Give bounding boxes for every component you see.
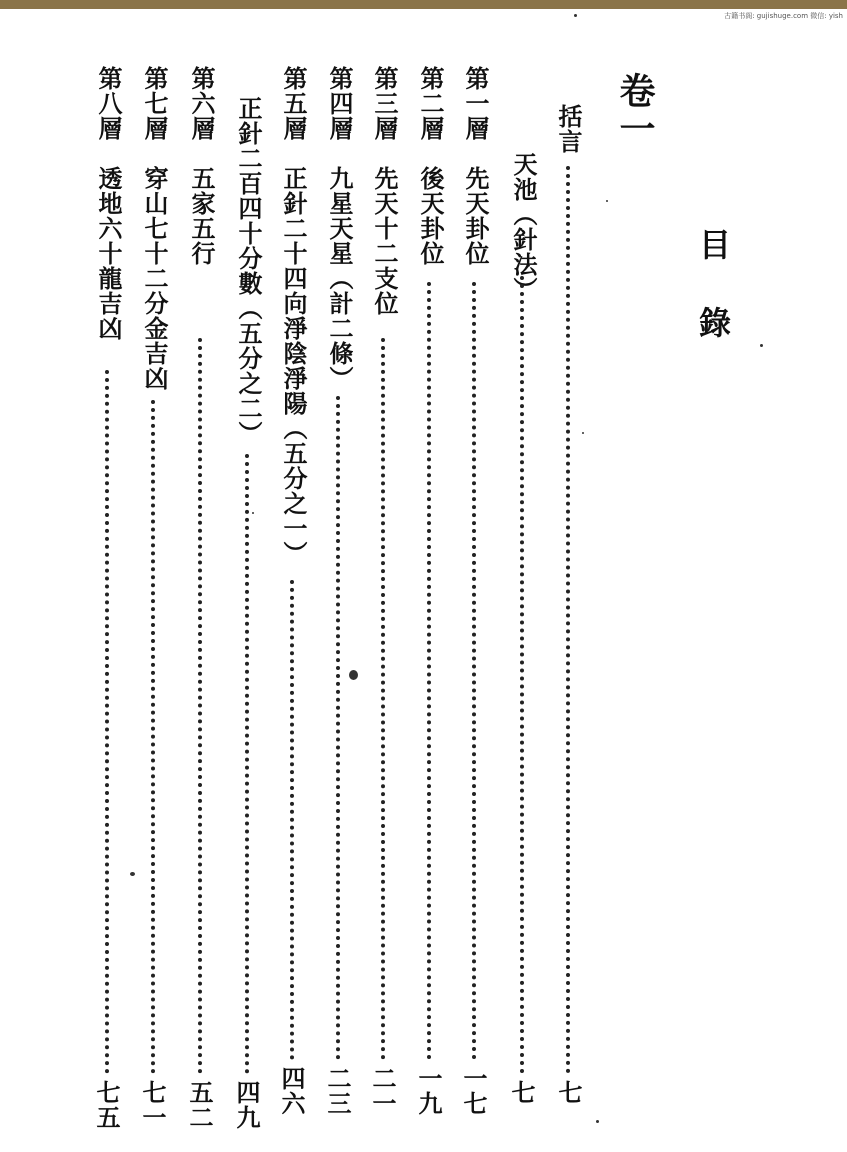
toc-entry-layer-4 bbox=[324, 66, 354, 391]
toc-leader-dots bbox=[290, 580, 294, 1060]
top-border-bar bbox=[0, 0, 847, 9]
toc-leader-dots bbox=[336, 396, 340, 1060]
watermark-text: 古籍书阁: gujishuge.com 微信: yish bbox=[724, 12, 843, 20]
toc-entry-page bbox=[367, 1066, 397, 1116]
toc-entry-page bbox=[322, 1066, 352, 1116]
toc-page-number: 七 bbox=[507, 1080, 536, 1105]
toc-entry-foreword bbox=[553, 104, 583, 154]
toc-page-number: 七 bbox=[554, 1080, 583, 1105]
toc-leader-dots bbox=[245, 454, 249, 1074]
toc-entry-page bbox=[91, 1080, 121, 1130]
toc-leader-dots bbox=[520, 276, 524, 1074]
toc-leader-dots bbox=[566, 166, 570, 1074]
toc-page-number: 五二 bbox=[185, 1080, 214, 1130]
toc-entry-layer-7 bbox=[139, 66, 169, 391]
toc-page-number: 二三 bbox=[323, 1066, 352, 1116]
toc-entry-label: 第七層 穿山七十二分金吉凶 bbox=[140, 66, 169, 391]
ink-speck bbox=[606, 200, 608, 202]
ink-speck bbox=[349, 670, 358, 680]
toc-entry-label: 第三層 先天十二支位 bbox=[370, 66, 399, 316]
toc-entry-240-divisions bbox=[233, 96, 263, 446]
ink-speck bbox=[760, 344, 763, 347]
volume-title-text: 卷一 bbox=[614, 72, 656, 148]
ink-speck bbox=[582, 432, 584, 434]
toc-entry-page bbox=[506, 1080, 536, 1105]
toc-entry-label: 正針二百四十分數（五分之二） bbox=[234, 96, 263, 446]
toc-entry-label: 第一層 先天卦位 bbox=[461, 66, 490, 266]
toc-entry-label: 第八層 透地六十龍吉凶 bbox=[94, 66, 123, 341]
toc-heading-mu bbox=[694, 228, 732, 264]
toc-leader-dots bbox=[381, 338, 385, 1060]
toc-entry-page bbox=[231, 1080, 261, 1130]
toc-leader-dots bbox=[151, 400, 155, 1074]
toc-heading-lu bbox=[694, 306, 732, 342]
toc-entry-page bbox=[458, 1066, 488, 1116]
toc-entry-label: 第五層 正針二十四向淨陰淨陽（五分之一） bbox=[279, 66, 308, 566]
toc-entry-page bbox=[137, 1080, 167, 1130]
ink-speck bbox=[130, 872, 135, 876]
toc-page-number: 二一 bbox=[368, 1066, 397, 1116]
toc-entry-layer-3 bbox=[369, 66, 399, 316]
toc-entry-layer-1 bbox=[460, 66, 490, 266]
toc-entry-label: 第二層 後天卦位 bbox=[416, 66, 445, 266]
toc-entry-page bbox=[553, 1080, 583, 1105]
ink-speck bbox=[574, 14, 577, 17]
toc-leader-dots bbox=[427, 282, 431, 1060]
toc-entry-layer-6 bbox=[186, 66, 216, 266]
toc-leader-dots bbox=[105, 370, 109, 1074]
toc-entry-page bbox=[276, 1066, 306, 1116]
toc-entry-layer-5 bbox=[278, 66, 308, 566]
toc-entry-label: 括言 bbox=[554, 104, 583, 154]
toc-entry-label: 第六層 五家五行 bbox=[187, 66, 216, 266]
toc-page-number: 四九 bbox=[232, 1080, 261, 1130]
toc-entry-page bbox=[413, 1066, 443, 1116]
ink-speck bbox=[252, 512, 254, 514]
toc-entry-label: 天池（針法） bbox=[509, 152, 538, 302]
toc-leader-dots bbox=[472, 282, 476, 1060]
volume-title bbox=[614, 72, 656, 148]
toc-page-number: 一七 bbox=[459, 1066, 488, 1116]
toc-entry-label: 第四層 九星天星（計二條） bbox=[325, 66, 354, 391]
toc-page-number: 七一 bbox=[138, 1080, 167, 1130]
heading-lu-text: 錄 bbox=[694, 306, 732, 342]
ink-speck bbox=[596, 1120, 599, 1123]
toc-entry-layer-8 bbox=[93, 66, 123, 341]
heading-mu-text: 目 bbox=[694, 228, 732, 264]
toc-page-number: 七五 bbox=[92, 1080, 121, 1130]
toc-entry-layer-2 bbox=[415, 66, 445, 266]
toc-page-number: 四六 bbox=[277, 1066, 306, 1116]
toc-leader-dots bbox=[198, 338, 202, 1074]
toc-entry-page bbox=[184, 1080, 214, 1130]
toc-page-number: 一九 bbox=[414, 1066, 443, 1116]
